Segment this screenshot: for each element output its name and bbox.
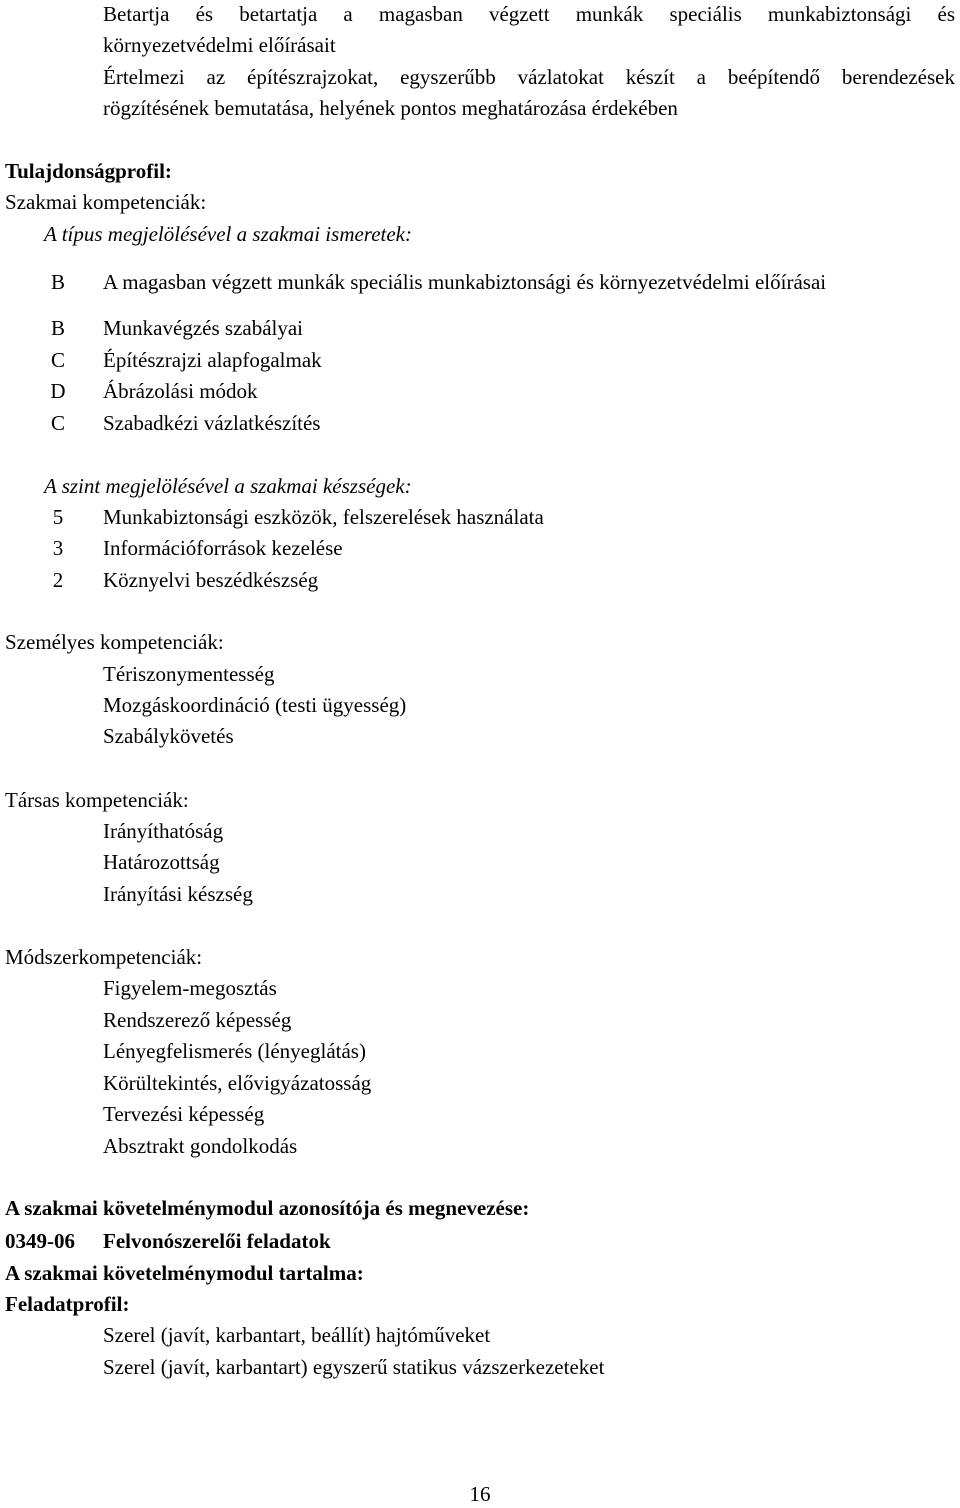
skills-heading: A szint megjelölésével a szakmai készségek: bbox=[44, 474, 412, 498]
method-item: Tervezési képesség bbox=[103, 1102, 265, 1126]
module-content-heading: A szakmai követelménymodul tartalma: bbox=[5, 1261, 364, 1285]
skill-item: Információforrások kezelése bbox=[103, 536, 343, 560]
personal-heading: Személyes kompetenciák: bbox=[5, 630, 224, 654]
task-profile-heading: Feladatprofil: bbox=[5, 1292, 130, 1316]
knowledge-code: B bbox=[50, 316, 65, 340]
knowledge-item: Munkavégzés szabályai bbox=[103, 316, 304, 340]
task-item: Szerel (javít, karbantart, beállít) hajtóműveket bbox=[103, 1323, 491, 1347]
intro-line: Értelmezi az építészrajzokat, egyszerűbb vázlatokat készít a beépítendő berendezések bbox=[103, 65, 955, 89]
knowledge-item: Szabadkézi vázlatkészítés bbox=[103, 411, 321, 435]
skill-level: 2 bbox=[52, 568, 64, 592]
skill-item: Munkabiztonsági eszközök, felszerelések használata bbox=[103, 505, 544, 529]
knowledge-heading: A típus megjelölésével a szakmai ismeretek: bbox=[44, 222, 412, 246]
section-title: Tulajdonságprofil: bbox=[5, 159, 172, 183]
task-item: Szerel (javít, karbantart) egyszerű statikus vázszerkezeteket bbox=[103, 1355, 605, 1379]
personal-item: Tériszonymentesség bbox=[103, 662, 275, 686]
module-id-heading: A szakmai követelménymodul azonosítója és megnevezése: bbox=[5, 1196, 530, 1220]
knowledge-code: D bbox=[50, 379, 66, 403]
module-code: 0349-06 bbox=[5, 1229, 75, 1253]
personal-item: Szabálykövetés bbox=[103, 724, 234, 748]
knowledge-item: Ábrázolási módok bbox=[103, 379, 258, 403]
intro-line: rögzítésének bemutatása, helyének pontos meghatározása érdekében bbox=[103, 96, 678, 120]
page-number: 16 bbox=[469, 1482, 491, 1506]
method-heading: Módszerkompetenciák: bbox=[5, 945, 203, 969]
method-item: Absztrakt gondolkodás bbox=[103, 1134, 298, 1158]
method-item: Lényegfelismerés (lényeglátás) bbox=[103, 1039, 366, 1063]
knowledge-code: C bbox=[50, 411, 65, 435]
intro-line: környezetvédelmi előírásait bbox=[103, 33, 336, 57]
knowledge-item: A magasban végzett munkák speciális munkabiztonsági és környezetvédelmi előírásai bbox=[103, 270, 827, 294]
method-item: Rendszerező képesség bbox=[103, 1008, 292, 1032]
knowledge-code: C bbox=[50, 348, 65, 372]
method-item: Figyelem-megosztás bbox=[103, 976, 277, 1000]
module-name: Felvonószerelői feladatok bbox=[103, 1229, 331, 1253]
subsection-heading: Szakmai kompetenciák: bbox=[5, 190, 207, 214]
skill-level: 5 bbox=[52, 505, 64, 529]
skill-item: Köznyelvi beszédkészség bbox=[103, 568, 319, 592]
knowledge-item: Építészrajzi alapfogalmak bbox=[103, 348, 322, 372]
social-item: Irányítási készség bbox=[103, 882, 253, 906]
social-item: Irányíthatóság bbox=[103, 819, 224, 843]
skill-level: 3 bbox=[52, 536, 64, 560]
social-item: Határozottság bbox=[103, 850, 220, 874]
knowledge-code: B bbox=[50, 270, 65, 294]
method-item: Körültekintés, elővigyázatosság bbox=[103, 1071, 372, 1095]
social-heading: Társas kompetenciák: bbox=[5, 788, 189, 812]
personal-item: Mozgáskoordináció (testi ügyesség) bbox=[103, 693, 407, 717]
intro-line: Betartja és betartatja a magasban végzett munkák speciális munkabiztonsági és bbox=[103, 2, 955, 26]
